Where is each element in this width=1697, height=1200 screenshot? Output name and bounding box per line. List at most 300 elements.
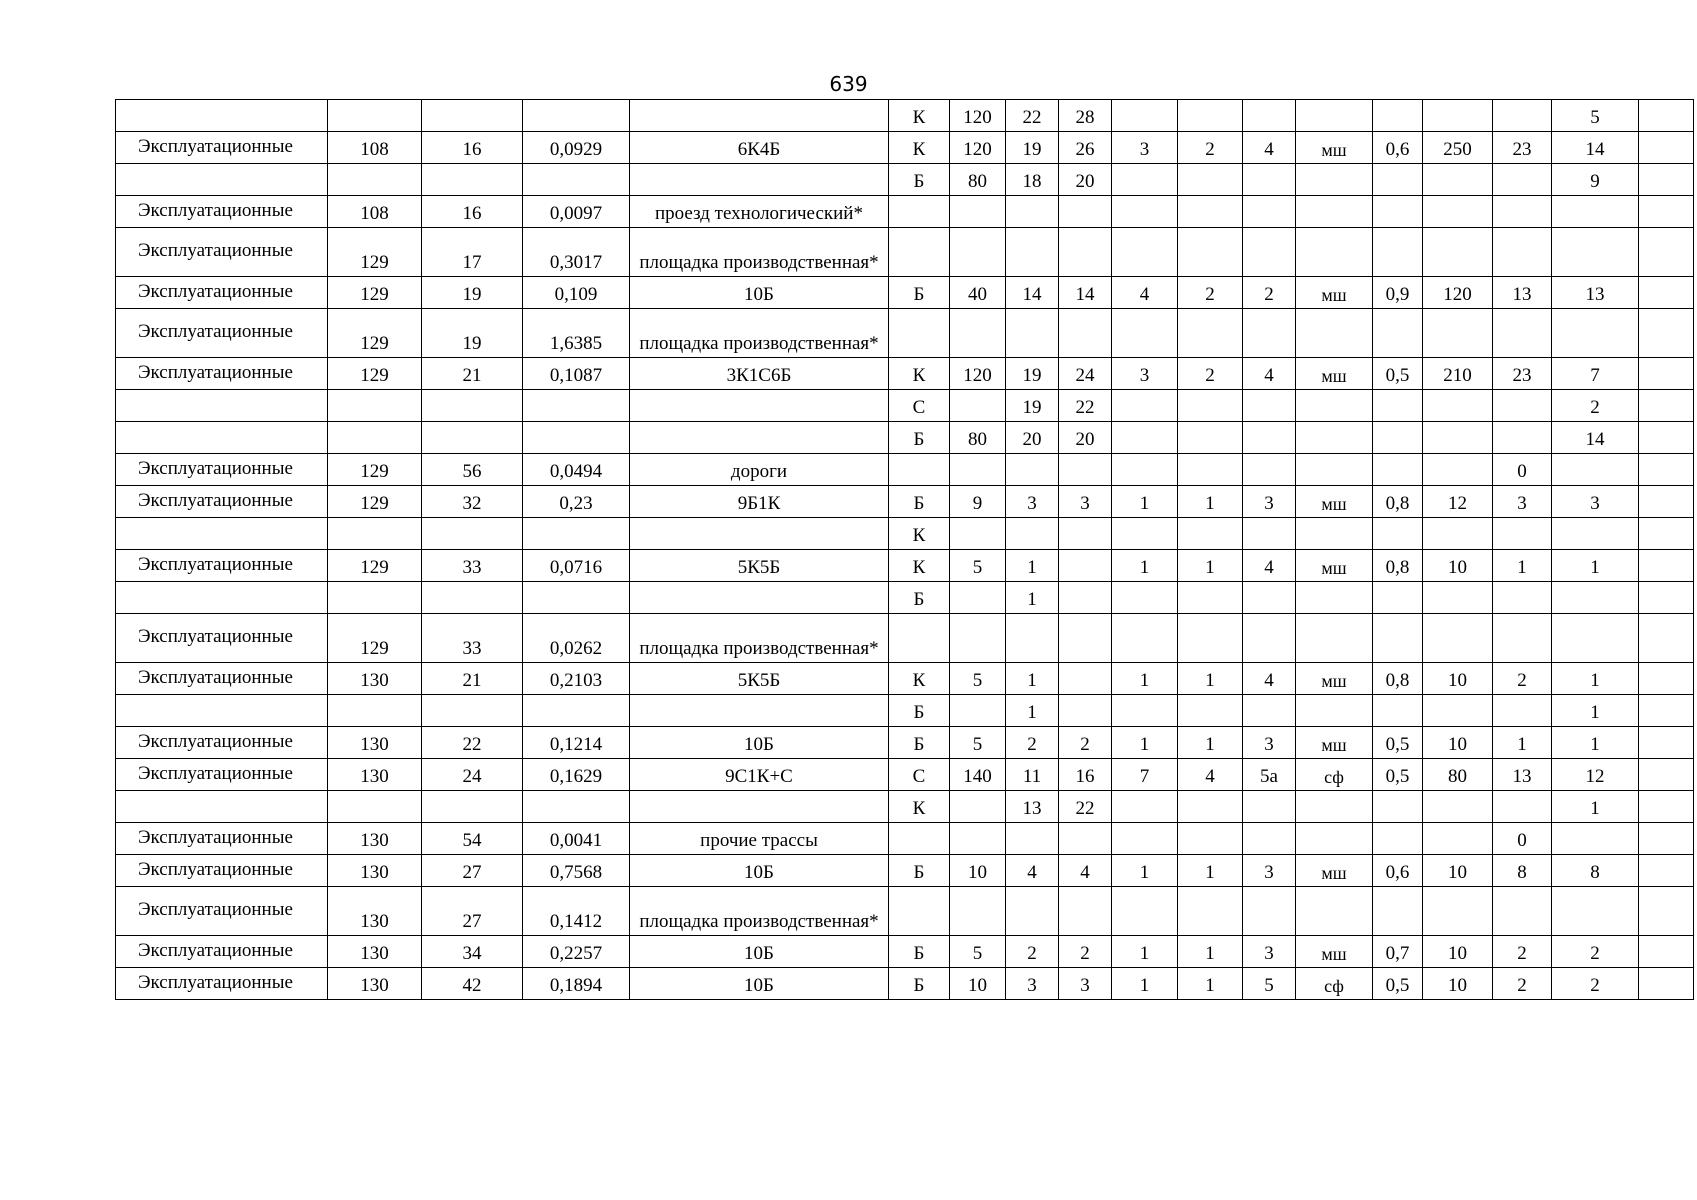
table-cell (630, 422, 889, 454)
table-cell: 5 (1243, 968, 1296, 1000)
table-cell: Б (889, 968, 950, 1000)
table-cell (1423, 582, 1493, 614)
table-cell: К (889, 358, 950, 390)
table-cell: 20 (1006, 422, 1059, 454)
table-cell (1243, 695, 1296, 727)
table-cell: 27 (422, 855, 523, 887)
table-cell (1552, 518, 1639, 550)
table-cell: 1 (1552, 550, 1639, 582)
table-cell: 80 (1423, 759, 1493, 791)
table-row (116, 277, 1694, 309)
table-cell (523, 695, 630, 727)
table-cell: 3 (1243, 936, 1296, 968)
table-row (116, 228, 1694, 277)
table-row (116, 100, 1694, 132)
table-cell (1552, 887, 1639, 936)
table-cell: 130 (328, 968, 422, 1000)
table-cell (889, 228, 950, 277)
table-cell: 130 (328, 936, 422, 968)
page-number: 639 (829, 72, 868, 96)
table-cell (1178, 100, 1243, 132)
table-cell (1493, 422, 1552, 454)
table-cell: 10Б (630, 968, 889, 1000)
table-cell: Эксплуатационные (116, 358, 328, 390)
table-cell: 21 (422, 663, 523, 695)
table-cell: 0,3017 (523, 228, 630, 277)
table-cell: 12 (1552, 759, 1639, 791)
table-cell (1373, 518, 1423, 550)
table-cell (1423, 695, 1493, 727)
table-cell: Эксплуатационные (116, 936, 328, 968)
table-cell (328, 518, 422, 550)
table-cell: 0,5 (1373, 968, 1423, 1000)
table-cell: 5К5Б (630, 550, 889, 582)
table-cell (1493, 164, 1552, 196)
table-cell: Эксплуатационные (116, 196, 328, 228)
table-cell (950, 887, 1006, 936)
table-cell: 1 (1178, 727, 1243, 759)
table-cell (1373, 791, 1423, 823)
table-cell: 1 (1552, 727, 1639, 759)
table-cell (1373, 309, 1423, 358)
table-row (116, 164, 1694, 196)
table-cell (422, 791, 523, 823)
table-cell: мш (1296, 277, 1373, 309)
table-cell: Эксплуатационные (116, 887, 328, 936)
table-cell (328, 100, 422, 132)
table-cell: 2 (1006, 727, 1059, 759)
table-cell: 0,0494 (523, 454, 630, 486)
table-cell (1639, 887, 1694, 936)
table-cell (1423, 791, 1493, 823)
table-cell: 0,1087 (523, 358, 630, 390)
table-cell: 108 (328, 196, 422, 228)
table-row (116, 518, 1694, 550)
table-cell: 1 (1178, 663, 1243, 695)
table-cell: 130 (328, 855, 422, 887)
table-cell (422, 164, 523, 196)
table-cell (1112, 454, 1178, 486)
table-cell (1178, 228, 1243, 277)
table-cell: 5 (1552, 100, 1639, 132)
table-cell (1493, 614, 1552, 663)
table-cell: мш (1296, 663, 1373, 695)
table-cell: 10 (1423, 855, 1493, 887)
table-cell (950, 582, 1006, 614)
table-cell (1552, 228, 1639, 277)
table-cell (1178, 196, 1243, 228)
table-cell: 1 (1493, 727, 1552, 759)
table-cell: 129 (328, 277, 422, 309)
table-cell: 3 (1243, 486, 1296, 518)
table-cell: 129 (328, 454, 422, 486)
table-cell (1639, 228, 1694, 277)
table-cell: 0,2257 (523, 936, 630, 968)
table-cell: 4 (1112, 277, 1178, 309)
table-cell: 26 (1059, 132, 1112, 164)
table-cell: 0,1214 (523, 727, 630, 759)
table-cell (889, 614, 950, 663)
table-cell: 10Б (630, 936, 889, 968)
table-cell: 1 (1178, 550, 1243, 582)
table-cell (1373, 823, 1423, 855)
table-cell: 4 (1243, 358, 1296, 390)
table-cell (1373, 887, 1423, 936)
table-cell (1373, 390, 1423, 422)
table-cell (1112, 100, 1178, 132)
table-row (116, 550, 1694, 582)
table-cell (1178, 422, 1243, 454)
table-cell: 2 (1493, 968, 1552, 1000)
table-cell: 2 (1552, 390, 1639, 422)
table-cell: К (889, 550, 950, 582)
table-cell (1059, 695, 1112, 727)
table-cell: Эксплуатационные (116, 132, 328, 164)
table-cell (1112, 887, 1178, 936)
table-cell: 1 (1178, 936, 1243, 968)
table-cell: 2 (1178, 277, 1243, 309)
table-cell (1639, 309, 1694, 358)
table-cell (1178, 309, 1243, 358)
table-cell: С (889, 390, 950, 422)
table-cell: 120 (1423, 277, 1493, 309)
table-cell: 129 (328, 228, 422, 277)
table-cell (630, 695, 889, 727)
table-cell (1178, 614, 1243, 663)
table-cell: К (889, 100, 950, 132)
table-cell (1423, 422, 1493, 454)
table-cell: 16 (422, 196, 523, 228)
table-cell: 1 (1006, 550, 1059, 582)
table-cell (1178, 695, 1243, 727)
table-cell: 1 (1493, 550, 1552, 582)
table-cell: 0,0716 (523, 550, 630, 582)
table-cell (950, 695, 1006, 727)
table-cell (1639, 277, 1694, 309)
table-cell: 19 (1006, 390, 1059, 422)
table-row (116, 614, 1694, 663)
table-cell (1243, 518, 1296, 550)
table-cell: 2 (1059, 727, 1112, 759)
table-cell: 19 (1006, 358, 1059, 390)
table-cell (1423, 228, 1493, 277)
table-cell: 13 (1552, 277, 1639, 309)
table-cell (889, 454, 950, 486)
table-cell (1059, 663, 1112, 695)
table-cell: 1 (1112, 936, 1178, 968)
table-cell: Эксплуатационные (116, 486, 328, 518)
table-cell: 28 (1059, 100, 1112, 132)
table-cell: 0 (1493, 823, 1552, 855)
table-cell: 16 (1059, 759, 1112, 791)
table-cell (523, 518, 630, 550)
table-cell: 32 (422, 486, 523, 518)
table-cell: 10 (1423, 663, 1493, 695)
table-cell (328, 695, 422, 727)
table-cell: 0,0929 (523, 132, 630, 164)
table-cell: 7 (1112, 759, 1178, 791)
table-cell (328, 164, 422, 196)
table-cell (328, 422, 422, 454)
table-cell (1178, 164, 1243, 196)
table-cell: 16 (422, 132, 523, 164)
table-cell (1059, 887, 1112, 936)
table-cell: 0,0097 (523, 196, 630, 228)
table-cell: Б (889, 486, 950, 518)
table-cell: 17 (422, 228, 523, 277)
table-cell: 7 (1552, 358, 1639, 390)
table-cell (1296, 422, 1373, 454)
table-cell (1006, 614, 1059, 663)
table-cell: 4 (1243, 550, 1296, 582)
table-cell: 120 (950, 132, 1006, 164)
table-cell: 10Б (630, 277, 889, 309)
table-cell (1178, 791, 1243, 823)
table-cell (950, 309, 1006, 358)
table-cell: 3 (1112, 358, 1178, 390)
table-cell (950, 228, 1006, 277)
table-cell (1243, 164, 1296, 196)
table-cell: 210 (1423, 358, 1493, 390)
table-cell (630, 164, 889, 196)
table-cell (1112, 582, 1178, 614)
table-cell: площадка производственная* (630, 309, 889, 358)
table-cell: 40 (950, 277, 1006, 309)
table-cell: 20 (1059, 422, 1112, 454)
table-cell: 10 (950, 968, 1006, 1000)
table-cell (422, 518, 523, 550)
table-cell (1639, 390, 1694, 422)
table-cell: 250 (1423, 132, 1493, 164)
table-cell: 1 (1112, 550, 1178, 582)
table-cell (1296, 887, 1373, 936)
table-cell (523, 164, 630, 196)
table-cell (1112, 422, 1178, 454)
table-cell: 4 (1243, 663, 1296, 695)
table-cell (1493, 887, 1552, 936)
table-cell (1243, 454, 1296, 486)
table-cell: Эксплуатационные (116, 759, 328, 791)
table-cell (1243, 422, 1296, 454)
table-cell: Эксплуатационные (116, 228, 328, 277)
table-cell: 5 (950, 936, 1006, 968)
table-cell (1112, 228, 1178, 277)
table-cell: 1 (1178, 486, 1243, 518)
table-cell: Эксплуатационные (116, 550, 328, 582)
table-cell (1178, 582, 1243, 614)
table-cell: 23 (1493, 358, 1552, 390)
table-cell (1112, 614, 1178, 663)
table-cell (1493, 695, 1552, 727)
table-cell (1639, 936, 1694, 968)
table-cell: 129 (328, 358, 422, 390)
table-cell: 9С1К+С (630, 759, 889, 791)
table-cell: Б (889, 727, 950, 759)
table-cell (1112, 309, 1178, 358)
table-cell: 2 (1006, 936, 1059, 968)
table-cell: 2 (1059, 936, 1112, 968)
table-cell (1243, 196, 1296, 228)
table-cell (1639, 855, 1694, 887)
table-cell (1178, 390, 1243, 422)
table-cell: 2 (1178, 358, 1243, 390)
table-cell (1423, 390, 1493, 422)
table-cell (1493, 791, 1552, 823)
table-cell (1423, 614, 1493, 663)
table-cell (1059, 228, 1112, 277)
table-cell: 9Б1К (630, 486, 889, 518)
table-cell (1423, 196, 1493, 228)
table-cell: 22 (422, 727, 523, 759)
table-cell (1639, 663, 1694, 695)
table-cell (116, 422, 328, 454)
table-cell: 0,23 (523, 486, 630, 518)
table-cell: 3 (1006, 486, 1059, 518)
table-cell (523, 582, 630, 614)
table-cell (1639, 196, 1694, 228)
table-cell: 0,7568 (523, 855, 630, 887)
table-row (116, 936, 1694, 968)
table-cell (950, 823, 1006, 855)
table-cell: 19 (422, 309, 523, 358)
table-cell: 1 (1112, 727, 1178, 759)
table-cell (1112, 791, 1178, 823)
table-cell (1373, 228, 1423, 277)
table-cell: 129 (328, 309, 422, 358)
table-cell: Эксплуатационные (116, 277, 328, 309)
table-cell (1006, 196, 1059, 228)
table-cell (1243, 582, 1296, 614)
table-cell (1423, 100, 1493, 132)
table-row (116, 486, 1694, 518)
table-cell (1296, 518, 1373, 550)
table-cell: проезд технологический* (630, 196, 889, 228)
table-cell: 56 (422, 454, 523, 486)
table-cell: мш (1296, 727, 1373, 759)
table-cell: 1 (1178, 968, 1243, 1000)
table-cell (1243, 309, 1296, 358)
table-cell: 21 (422, 358, 523, 390)
table-cell (1006, 228, 1059, 277)
table-cell (1639, 164, 1694, 196)
table-cell: 0,1412 (523, 887, 630, 936)
table-cell: 13 (1493, 277, 1552, 309)
table-cell (1493, 196, 1552, 228)
table-cell (116, 695, 328, 727)
table-cell: 130 (328, 727, 422, 759)
table-cell (116, 518, 328, 550)
table-cell: Эксплуатационные (116, 309, 328, 358)
table-cell (1243, 228, 1296, 277)
table-cell (1296, 100, 1373, 132)
table-cell (1296, 791, 1373, 823)
table-cell (1639, 582, 1694, 614)
table-cell: 14 (1059, 277, 1112, 309)
table-cell: площадка производственная* (630, 614, 889, 663)
table-cell (523, 422, 630, 454)
table-cell: 1 (1112, 855, 1178, 887)
table-cell: 10 (950, 855, 1006, 887)
table-cell: Эксплуатационные (116, 663, 328, 695)
table-cell (1639, 454, 1694, 486)
table-cell (116, 390, 328, 422)
table-cell: 2 (1552, 968, 1639, 1000)
table-cell: 10 (1423, 968, 1493, 1000)
table-cell: мш (1296, 132, 1373, 164)
table-cell (1006, 518, 1059, 550)
table-cell: Эксплуатационные (116, 823, 328, 855)
table-cell: сф (1296, 759, 1373, 791)
table-cell: мш (1296, 358, 1373, 390)
table-cell (1296, 196, 1373, 228)
table-row (116, 759, 1694, 791)
table-cell: 33 (422, 614, 523, 663)
table-cell (1423, 164, 1493, 196)
table-cell (1493, 228, 1552, 277)
table-cell (1178, 887, 1243, 936)
table-cell: 10 (1423, 550, 1493, 582)
table-cell: 10Б (630, 855, 889, 887)
table-cell (1373, 614, 1423, 663)
table-cell: 130 (328, 823, 422, 855)
table-cell: Эксплуатационные (116, 855, 328, 887)
table-cell: 130 (328, 663, 422, 695)
table-cell: 18 (1006, 164, 1059, 196)
table-cell (1552, 309, 1639, 358)
table-cell (1178, 454, 1243, 486)
table-row (116, 855, 1694, 887)
table-cell (1296, 454, 1373, 486)
table-row (116, 727, 1694, 759)
table-cell (523, 100, 630, 132)
table-cell: 13 (1006, 791, 1059, 823)
table-cell: С (889, 759, 950, 791)
table-cell (1639, 727, 1694, 759)
table-cell: 0,8 (1373, 550, 1423, 582)
table-cell (1006, 309, 1059, 358)
table-row (116, 968, 1694, 1000)
table-cell: 14 (1006, 277, 1059, 309)
table-cell: 3 (1243, 855, 1296, 887)
table-cell (950, 614, 1006, 663)
table-cell (1639, 486, 1694, 518)
table-cell (1112, 196, 1178, 228)
table-cell (1493, 309, 1552, 358)
table-cell: 11 (1006, 759, 1059, 791)
table-cell: 108 (328, 132, 422, 164)
table-cell: Б (889, 695, 950, 727)
table-cell: 0,5 (1373, 759, 1423, 791)
table-cell: 3 (1006, 968, 1059, 1000)
table-cell (1373, 100, 1423, 132)
table-cell (1243, 100, 1296, 132)
table-cell: площадка производственная* (630, 887, 889, 936)
table-row (116, 695, 1694, 727)
table-cell (1639, 791, 1694, 823)
table-cell: 0,6 (1373, 132, 1423, 164)
table-cell: 5а (1243, 759, 1296, 791)
table-cell (1296, 695, 1373, 727)
table-cell (1373, 454, 1423, 486)
table-cell (523, 791, 630, 823)
table-cell (1059, 582, 1112, 614)
table-cell (1639, 614, 1694, 663)
table-cell (1552, 582, 1639, 614)
table-cell: К (889, 132, 950, 164)
table-cell: 130 (328, 759, 422, 791)
table-cell: 1 (1006, 695, 1059, 727)
table-cell (422, 695, 523, 727)
